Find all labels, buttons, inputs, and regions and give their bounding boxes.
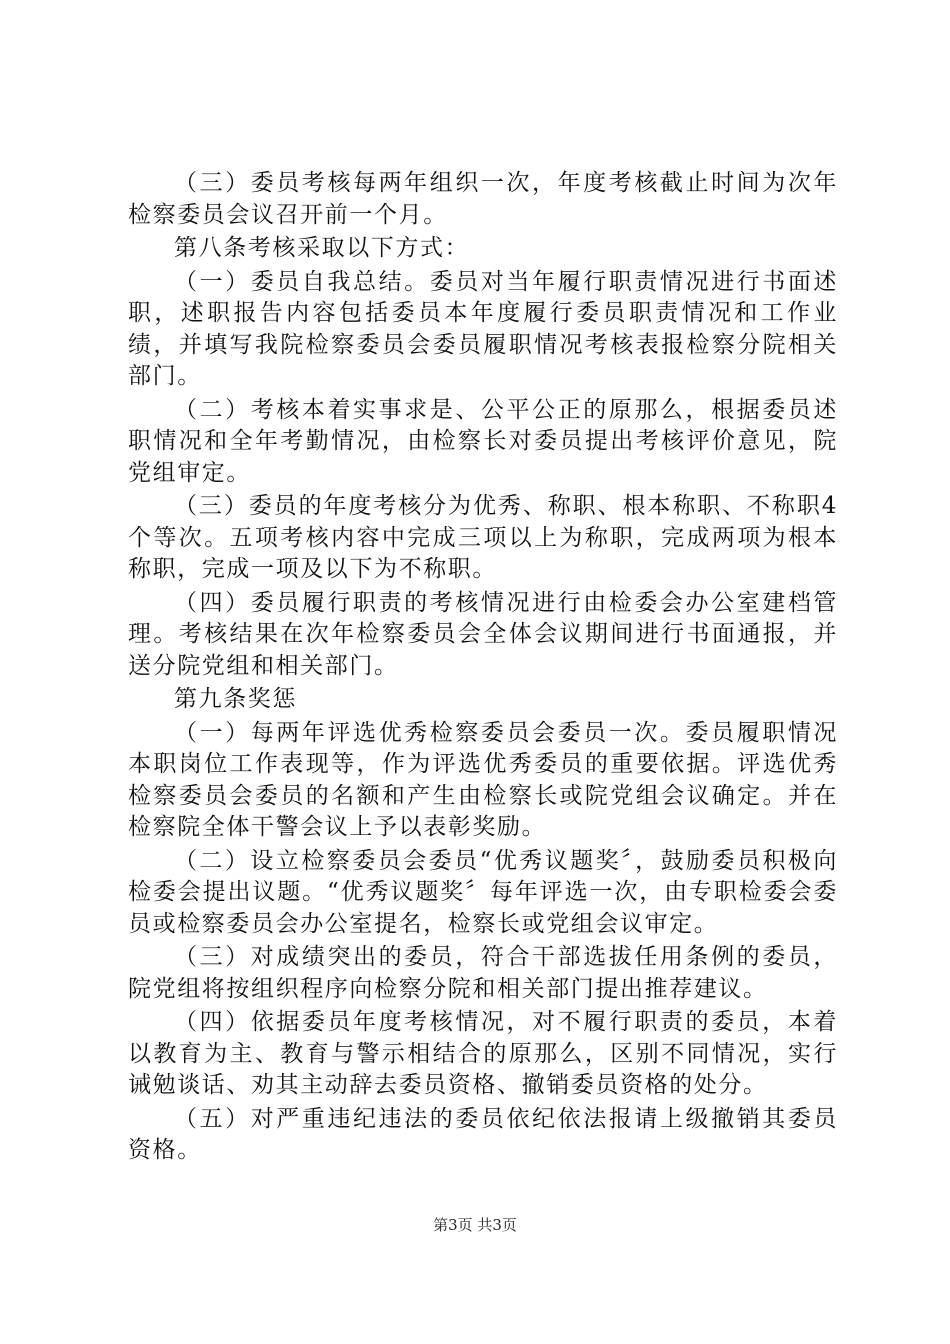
paragraph-10: （三）对成绩突出的委员，符合干部选拔任用条例的委员，院党组将按组织程序向检察分院和相关部门提出推荐建议。 [128,944,838,1002]
article-9-heading: 第九条奖惩 [174,686,297,712]
paragraph-12: （五）对严重违纪违法的委员依纪依法报请上级撤销其委员资格。 [128,1105,838,1163]
article-8-heading: 第八条考核采取以下方式： [174,235,470,261]
page-number: 第3页 共3页 [433,1216,517,1234]
paragraph-8: （一）每两年评选优秀检察委员会委员一次。委员履职情况本职岗位工作表现等，作为评选优秀委员的重要依据。评选优秀检察委员会委员的名额和产生由检察长或院党组会议确定。并在检察院全体干警会议上予以表彰奖励。 [128,719,838,840]
paragraph-11: （四）依据委员年度考核情况，对不履行职责的委员，本着以教育为主、教育与警示相结合的原那么，区别不同情况，实行诫勉谈话、劝其主动辞去委员资格、撤销委员资格的处分。 [128,1009,838,1098]
paragraph-4: （二）考核本着实事求是、公平公正的原那么，根据委员述职情况和全年考勤情况，由检察长对委员提出考核评价意见，院党组审定。 [128,396,838,486]
paragraph-1: （三）委员考核每两年组织一次，年度考核截止时间为次年检察委员会议召开前一个月。 [128,170,838,228]
paragraph-9: （二）设立检察委员会委员“优秀议题奖〞，鼓励委员积极向检委会提出议题。“优秀议题奖〞每年评选一次，由专职检委会委员或检察委员会办公室提名，检察长或党组会议审定。 [128,847,838,937]
document-body [128,168,838,1169]
paragraph-3: （一）委员自我总结。委员对当年履行职责情况进行书面述职，述职报告内容包括委员本年度履行委员职责情况和工作业绩，并填写我院检察委员会委员履职情况考核表报检察分院相关部门。 [128,268,838,389]
paragraph-6: （四）委员履行职责的考核情况进行由检委会办公室建档管理。考核结果在次年检察委员会全体会议期间进行书面通报，并送分院党组和相关部门。 [128,589,838,679]
paragraph-5: （三）委员的年度考核分为优秀、称职、根本称职、不称职4个等次。五项考核内容中完成三项以上为称职，完成两项为根本称职，完成一项及以下为不称职。 [128,493,838,582]
